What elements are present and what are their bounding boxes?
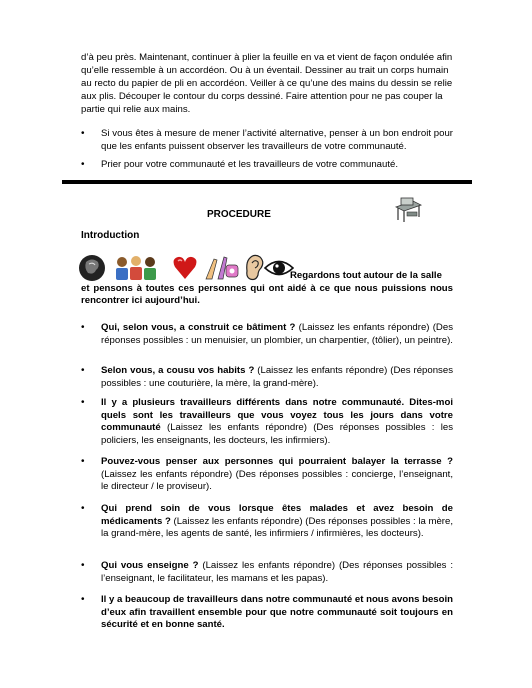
question-bold: Il y a plusieurs travailleurs différents dans notre communauté. Dites-moi quels sont les travailleurs que vous voyez tous les jours dans votre communauté xyxy=(101,397,453,434)
bullet-text: Prier pour votre communauté et les travailleurs de votre communauté. xyxy=(101,159,399,170)
lead-line-rest: et pensons à toutes ces personnes qui ont aidé à ce que nous puissions nous rencontrer ici aujourd’hui. xyxy=(81,282,453,307)
bullet-dot: • xyxy=(81,456,85,467)
question-text xyxy=(101,594,453,632)
section-divider xyxy=(62,180,472,184)
question-text xyxy=(101,560,453,585)
question-bold: Selon vous, a cousu vos habits ? xyxy=(101,365,255,376)
question-bold: Qui vous enseigne ? xyxy=(101,560,199,571)
bullet-text: Si vous êtes à mesure de mener l’activité alternative, penser à un bon endroit pour que les enfants puissent observer les travailleurs de votre communauté. xyxy=(101,128,453,152)
question-detail: (Laissez les enfants répondre) (Des réponses possibles : un menuisier, un plombier, un charpentier, (tôlier), un peintre). xyxy=(101,322,453,346)
bullet-dot: • xyxy=(81,560,85,571)
question-bold: Qui, selon vous, a construit ce bâtiment ? xyxy=(101,322,296,333)
question-bold: Qui prend soin de vous lorsque êtes malades et avez besoin de médicaments ? xyxy=(101,503,453,527)
bullet-dot: • xyxy=(81,365,85,376)
question-text xyxy=(101,397,453,447)
bullet-dot: • xyxy=(81,128,85,139)
introduction-lead xyxy=(81,270,453,308)
procedure-title: PROCEDURE xyxy=(207,209,271,220)
question-detail: (Laissez les enfants répondre) (Des réponses possibles : la mère, la grand-mère, les agents de santé, les infirmiers / infirmières, les docteurs). xyxy=(101,515,453,540)
introduction-heading: Introduction xyxy=(81,230,140,241)
question-detail: (Laissez les enfants répondre) (Des réponses possibles : une couturière, la mère, la grand-mère). xyxy=(101,365,453,389)
bullet-dot: • xyxy=(81,322,85,333)
paragraph-instructions: d’à peu près. Maintenant, continuer à plier la feuille en va et vient de façon ondulée afin qu’elle ressemble à un accordéon. Ou à un éventail. Dessiner au trait un corps humain au recto du papier de pli en accordéon. Veiller à ce qu’une des mains du dessin se relie aux plis. Découper le contour du corps dessiné. Faire attention pour ne pas couper la partie qui relie aux mains. xyxy=(81,52,453,116)
school-desk-icon xyxy=(393,195,423,226)
question-detail: (Laissez les enfants répondre) (Des réponses possibles : concierge, l’enseignant, le directeur / le proviseur). xyxy=(101,468,453,493)
bullet-dot: • xyxy=(81,594,85,605)
question-text xyxy=(101,322,453,347)
question-detail: (Laissez les enfants répondre) (Des réponses possibles : l’enseignant, le facilitateur, les mamans et les papas). xyxy=(101,560,453,584)
question-text xyxy=(101,503,453,541)
bullet-dot: • xyxy=(81,503,85,514)
question-bold: Pouvez-vous penser aux personnes qui pourraient balayer la terrasse ? xyxy=(101,456,453,467)
bullet-dot: • xyxy=(81,159,85,170)
question-detail: (Laissez les enfants répondre) (Des réponses possibles : les policiers, les enseignants, les docteurs, les infirmiers). xyxy=(101,422,453,446)
bullet-dot: • xyxy=(81,397,85,408)
lead-line-1: Regardons tout autour de la salle xyxy=(290,270,442,281)
question-text xyxy=(101,365,453,390)
question-bold: Il y a beaucoup de travailleurs dans notre communauté et nous avons besoin d’eux afin travaillent ensemble pour que notre communauté soit toujours en sécurité et en bonne santé. xyxy=(101,594,453,631)
question-text xyxy=(101,456,453,494)
